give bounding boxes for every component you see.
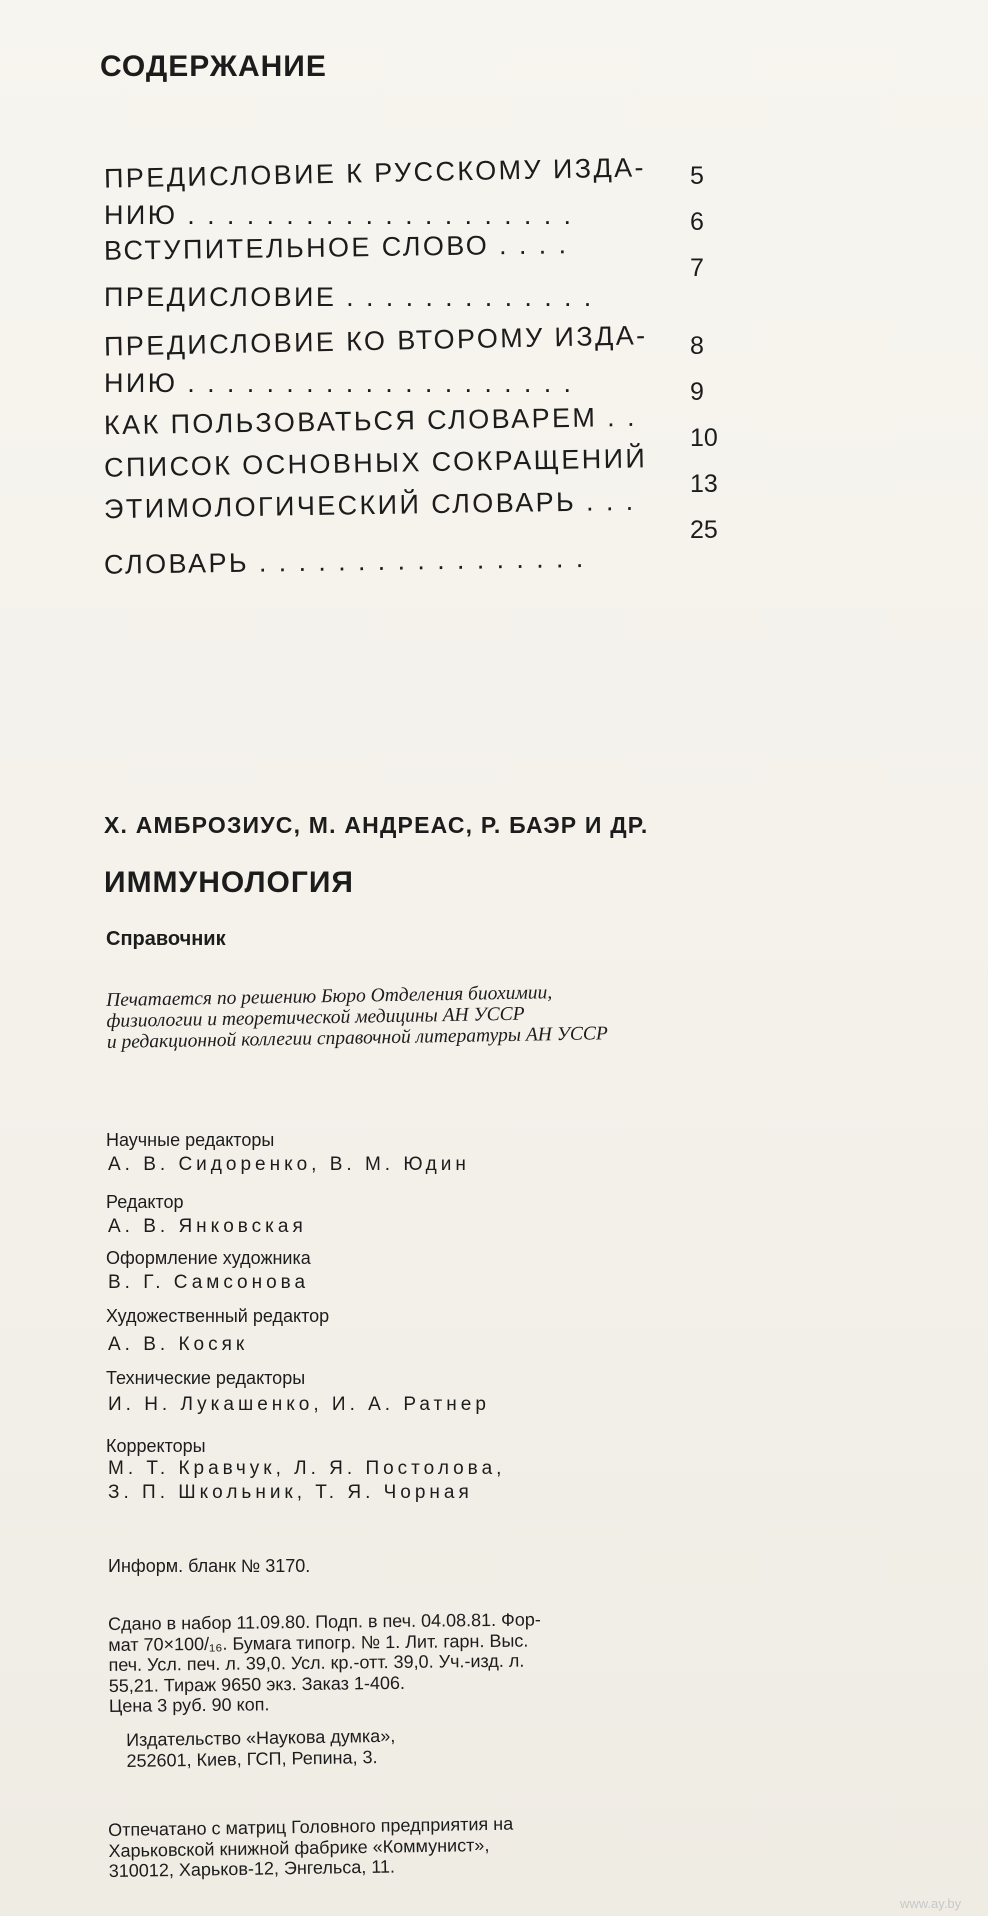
authors: Х. АМБРОЗИУС, М. АНДРЕАС, Р. БАЭР И ДР. bbox=[104, 812, 649, 838]
toc-entry-text: ЭТИМОЛОГИЧЕСКИЙ СЛОВАРЬ . . . bbox=[103, 485, 636, 525]
toc-entry-page: 9 bbox=[690, 378, 704, 406]
inform-blank: Информ. бланк № 3170. bbox=[108, 1556, 311, 1576]
toc-entry-text: СЛОВАРЬ . . . . . . . . . . . . . . . . . bbox=[103, 543, 586, 580]
toc-entry-page: 25 bbox=[690, 516, 718, 544]
toc-entry-text: НИЮ . . . . . . . . . . . . . . . . . . . . bbox=[104, 200, 574, 230]
toc-entry-text: КАК ПОЛЬЗОВАТЬСЯ СЛОВАРЕМ . . bbox=[103, 401, 638, 441]
toc-entry-text: ПРЕДИСЛОВИЕ КО ВТОРОМУ ИЗДА- bbox=[103, 320, 648, 362]
toc-entry-text: ПРЕДИСЛОВИЕ . . . . . . . . . . . . . bbox=[104, 282, 594, 312]
credit-names: И. Н. Лукашенко, И. А. Ратнер bbox=[108, 1394, 490, 1415]
toc-entry-text: СПИСОК ОСНОВНЫХ СОКРАЩЕНИЙ bbox=[103, 443, 648, 483]
book-subtitle: Справочник bbox=[106, 928, 226, 950]
printer-info: Отпечатано с матриц Головного предприятия на Харьковской книжной фабрике «Коммунист», 310012, Харьков-12, Энгельса, 11. bbox=[108, 1813, 514, 1881]
toc-entry-page: 5 bbox=[690, 162, 704, 190]
credit-role: Редактор bbox=[106, 1192, 184, 1212]
toc-entry-page: 13 bbox=[690, 470, 718, 498]
print-details: Сдано в набор 11.09.80. Подп. в печ. 04.08.81. Фор- мат 70×100/₁₆. Бумага типогр. № 1. Лит. гарн. Выс. печ. Усл. печ. л. 39,0. Усл. кр.-отт. 39,0. Уч.-изд. л. 55,21. Тираж 9650 экз. Заказ 1-406. Цена 3 руб. 90 коп. bbox=[108, 1609, 541, 1716]
credit-names: А. В. Косяк bbox=[108, 1334, 249, 1355]
credit-names: А. В. Сидоренко, В. М. Юдин bbox=[108, 1154, 470, 1175]
toc-entry-text: ВСТУПИТЕЛЬНОЕ СЛОВО . . . . bbox=[103, 229, 569, 266]
credit-role: Научные редакторы bbox=[106, 1130, 275, 1150]
publisher-info: Издательство «Наукова думка», 252601, Киев, ГСП, Репина, 3. bbox=[126, 1725, 396, 1771]
credit-role: Художественный редактор bbox=[106, 1306, 330, 1326]
toc-entry-page: 10 bbox=[690, 424, 718, 452]
approval-note: Печатается по решению Бюро Отделения биохимии, физиологии и теоретической медицины АН УССР и редакционной коллегии справочной литературы АН УССР bbox=[106, 982, 608, 1053]
toc-entry-page: 8 bbox=[690, 332, 704, 360]
credit-role: Оформление художника bbox=[106, 1248, 311, 1268]
credit-names: М. Т. Кравчук, Л. Я. Постолова, bbox=[108, 1458, 506, 1479]
credit-role: Корректоры bbox=[106, 1436, 206, 1456]
toc-entry-text: ПРЕДИСЛОВИЕ К РУССКОМУ ИЗДА- bbox=[103, 152, 647, 194]
credit-names: З. П. Школьник, Т. Я. Чорная bbox=[108, 1482, 473, 1503]
credit-role: Технические редакторы bbox=[106, 1368, 306, 1388]
book-title: ИММУНОЛОГИЯ bbox=[104, 866, 354, 899]
watermark: www.ay.by bbox=[900, 1896, 962, 1911]
toc-entry-page: 6 bbox=[690, 208, 704, 236]
toc-heading: СОДЕРЖАНИЕ bbox=[100, 50, 327, 83]
credit-names: А. В. Янковская bbox=[108, 1216, 307, 1237]
credit-names: В. Г. Самсонова bbox=[108, 1272, 310, 1293]
toc-entry-text: НИЮ . . . . . . . . . . . . . . . . . . . . bbox=[104, 368, 574, 398]
toc-entry-page: 7 bbox=[690, 254, 704, 282]
